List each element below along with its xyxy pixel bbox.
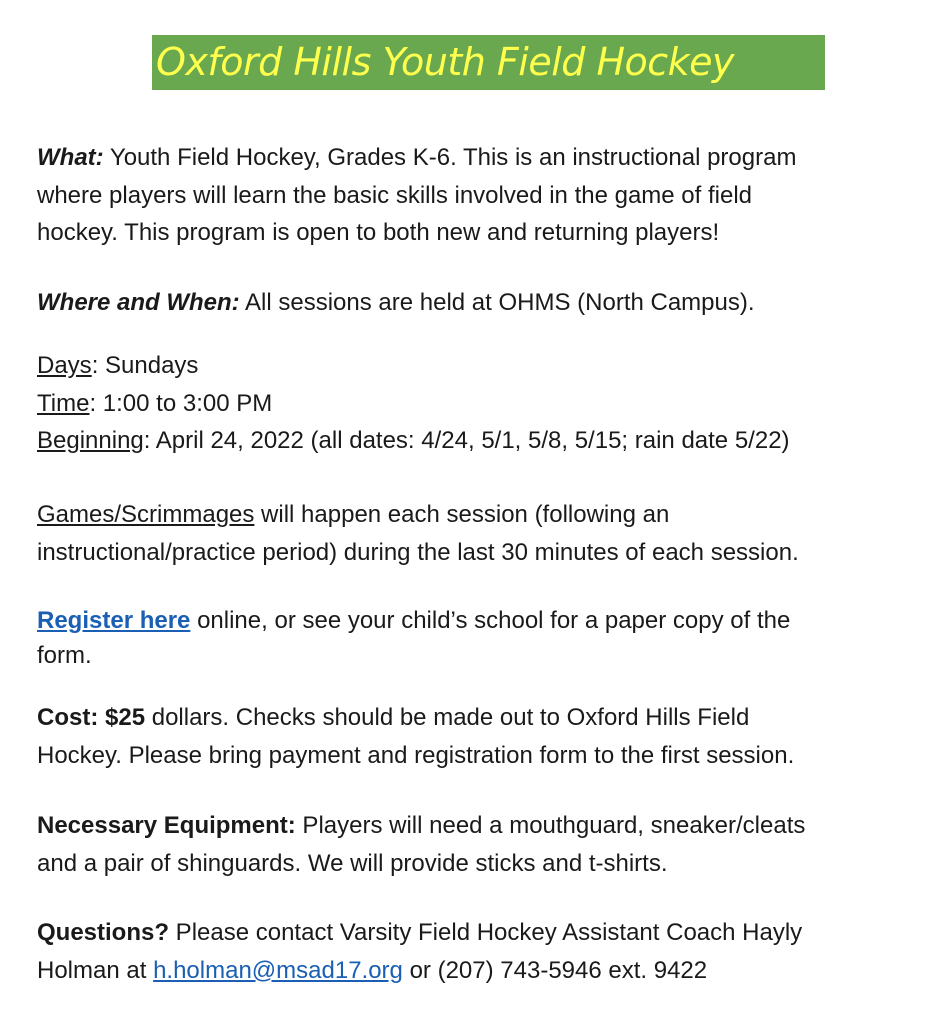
equipment-text: Players will need a mouthguard, sneaker/cleats <box>295 812 806 839</box>
time-label: Time <box>37 389 90 417</box>
cost-text: Hockey. Please bring payment and registration form to the first session. <box>37 741 795 769</box>
cost-section <box>37 699 794 774</box>
games-text: will happen each session (following an <box>254 501 670 528</box>
time-text: : 1:00 to 3:00 PM <box>89 389 273 417</box>
questions-text: Please contact Varsity Field Hockey Assistant Coach Hayly <box>169 919 803 946</box>
games-label: Games/Scrimmages <box>37 501 255 528</box>
page-title: Oxford Hills Youth Field Hockey <box>152 35 825 90</box>
days-text: : Sundays <box>91 352 199 379</box>
what-section <box>37 139 796 252</box>
register-text: form. <box>37 642 92 669</box>
equipment-text: and a pair of shinguards. We will provide sticks and t-shirts. <box>37 849 668 877</box>
questions-text: or (207) 743-5946 ext. 9422 <box>402 956 708 984</box>
register-section <box>37 603 790 673</box>
equipment-label: Necessary Equipment: <box>37 812 296 839</box>
questions-label: Questions? <box>37 919 170 946</box>
games-section <box>37 496 799 571</box>
questions-section <box>37 914 802 989</box>
cost-text: dollars. Checks should be made out to Oxford Hills Field <box>145 704 750 731</box>
questions-text: Holman at <box>37 956 154 984</box>
email-link[interactable]: h.holman@msad17.org <box>153 956 403 984</box>
beginning-label: Beginning <box>37 427 144 454</box>
cost-label: Cost: $25 <box>37 704 146 731</box>
register-text: online, or see your child’s school for a paper copy of the <box>190 607 791 634</box>
equipment-section <box>37 807 805 882</box>
games-text: instructional/practice period) during the last 30 minutes of each session. <box>37 538 799 566</box>
beginning-text: : April 24, 2022 (all dates: 4/24, 5/1, 5/8, 5/15; rain date 5/22) <box>143 427 790 454</box>
what-text: Youth Field Hockey, Grades K-6. This is an instructional program <box>103 144 797 171</box>
schedule-section <box>37 347 790 460</box>
where-label: Where and When: <box>37 289 240 316</box>
where-section <box>37 284 755 322</box>
what-label: What: <box>37 144 104 171</box>
days-label: Days <box>37 352 92 379</box>
what-text: hockey. This program is open to both new and returning players! <box>37 219 720 246</box>
what-text: where players will learn the basic skills involved in the game of field <box>37 181 753 209</box>
register-link[interactable]: Register here <box>37 607 191 634</box>
where-text: All sessions are held at OHMS (North Campus). <box>239 289 755 316</box>
